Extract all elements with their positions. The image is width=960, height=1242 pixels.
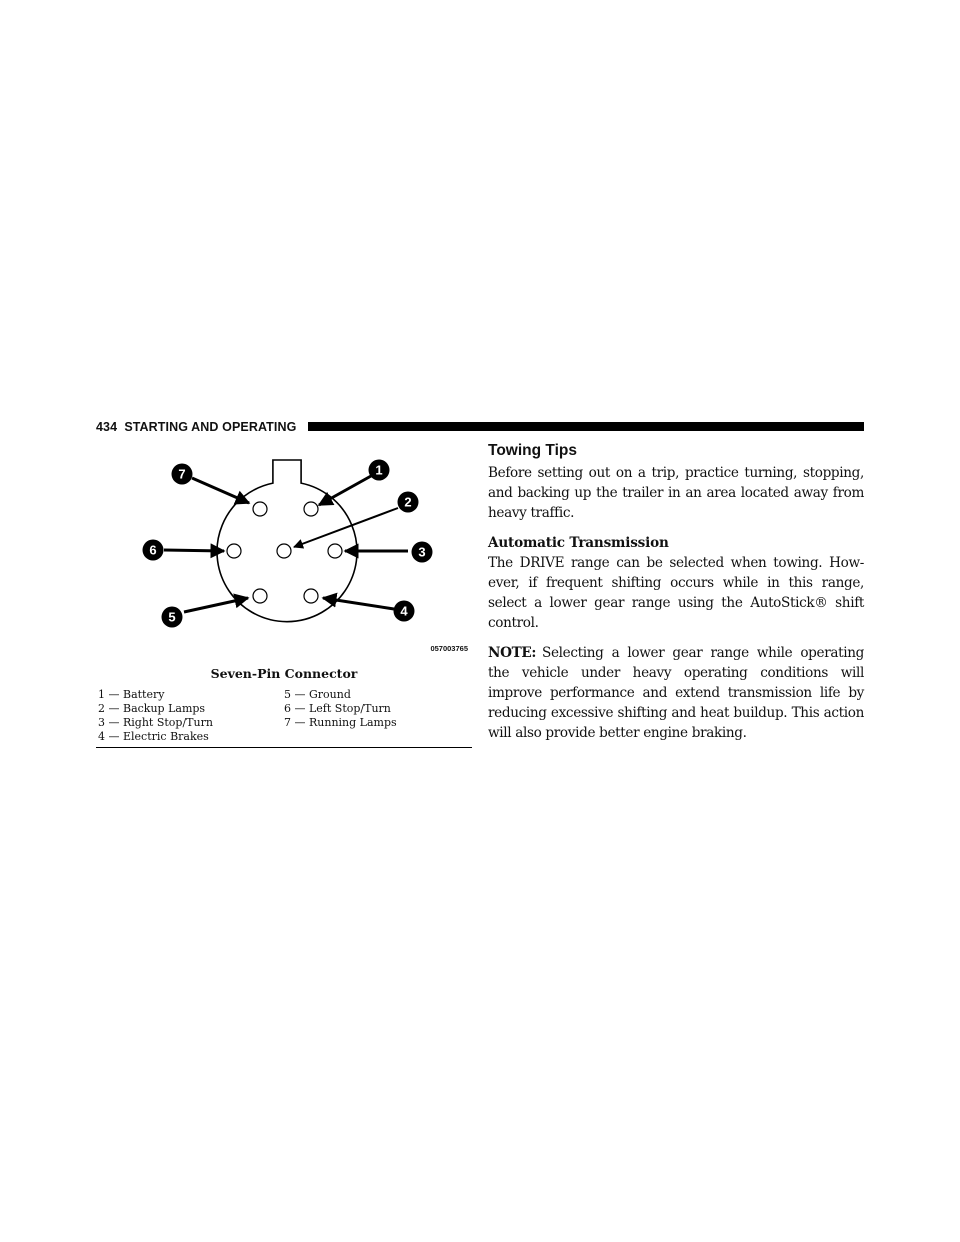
legend-column-left — [98, 688, 213, 744]
header-rule — [308, 422, 864, 431]
callout-5 — [162, 607, 183, 628]
svg-text:3: 3 — [418, 544, 426, 560]
intro-paragraph: Before setting out on a trip, practice turning, stopping, and backing up the trailer in an area located away from heavy traffic. — [488, 465, 864, 521]
seven-pin-connector-diagram — [96, 448, 472, 658]
legend-item: 3 — Right Stop/Turn — [98, 716, 213, 729]
note-text: Selecting a lower gear range while operating the vehicle under heavy operating conditions will improve performance and extend transmission life by reducing excessive shifting and heat buildup. This action will also provide better engine braking. — [488, 645, 864, 741]
legend-item: 4 — Electric Brakes — [98, 730, 209, 743]
arrow-1 — [319, 476, 371, 505]
figure-code: 057003765 — [430, 644, 468, 653]
legend-item: 7 — Running Lamps — [284, 716, 397, 729]
svg-text:2: 2 — [404, 494, 412, 510]
pin-6-left-stop-turn — [227, 544, 241, 558]
callout-3 — [412, 542, 433, 563]
legend-item: 5 — Ground — [284, 688, 351, 701]
arrow-5 — [184, 598, 248, 612]
arrow-7 — [192, 478, 249, 503]
svg-text:4: 4 — [400, 603, 408, 619]
svg-text:7: 7 — [178, 466, 186, 482]
callout-4 — [394, 601, 415, 622]
callout-6 — [143, 540, 164, 561]
note-label: NOTE: — [488, 645, 537, 661]
header-text — [96, 419, 304, 435]
legend-item: 2 — Backup Lamps — [98, 702, 206, 715]
connector-housing — [217, 460, 357, 622]
svg-text:5: 5 — [168, 609, 176, 625]
svg-text:6: 6 — [149, 542, 157, 558]
legend-column-right — [284, 688, 397, 730]
note-paragraph — [488, 643, 864, 743]
pin-4-electric-brakes — [304, 589, 318, 603]
section-title: Towing Tips — [488, 442, 577, 459]
page-number: 434 — [96, 420, 118, 434]
pin-7-running-lamps — [253, 502, 267, 516]
page-header — [96, 419, 864, 435]
pin-1-battery — [304, 502, 318, 516]
figure-bottom-rule — [96, 747, 472, 748]
callout-1 — [369, 460, 390, 481]
legend-item: 6 — Left Stop/Turn — [284, 702, 391, 715]
callout-7 — [172, 464, 193, 485]
towing-tips-section — [488, 441, 864, 753]
arrow-6 — [164, 550, 224, 551]
subheading: Automatic Transmission — [488, 535, 669, 551]
pin-3-right-stop-turn — [328, 544, 342, 558]
svg-text:1: 1 — [375, 462, 383, 478]
section-name: STARTING AND OPERATING — [124, 420, 297, 434]
pin-2-backup-lamps — [277, 544, 291, 558]
figure-caption: Seven-Pin Connector — [210, 666, 358, 681]
callout-2 — [398, 492, 419, 513]
legend-item: 1 — Battery — [98, 688, 165, 701]
connector-figure — [96, 448, 472, 750]
transmission-paragraph: The DRIVE range can be selected when towing. How-ever, if frequent shifting occurs while in this range, select a lower gear range using the AutoStick® shift control. — [488, 555, 864, 631]
pin-5-ground — [253, 589, 267, 603]
